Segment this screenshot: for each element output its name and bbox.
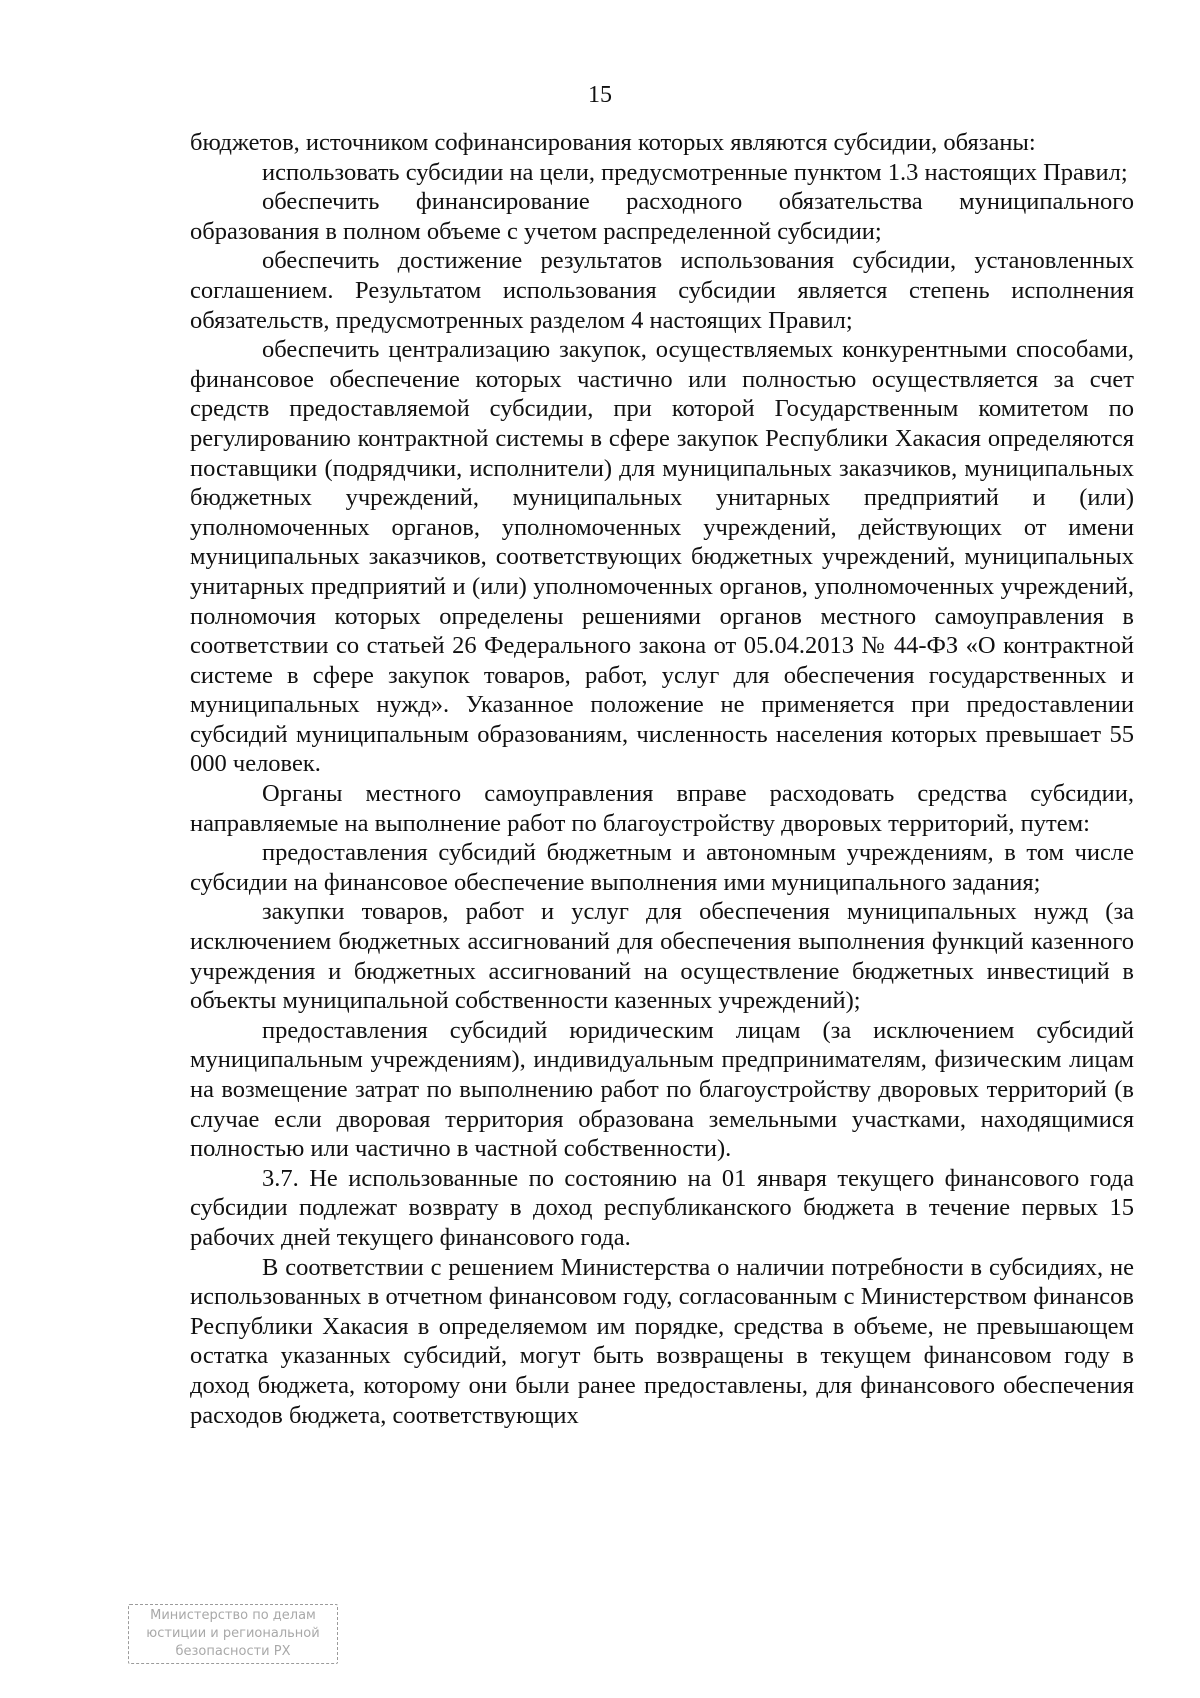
paragraph: предоставления субсидий бюджетным и автономным учреждениям, в том числе субсидии на финансовое обеспечение выполнения ими муниципального задания; — [190, 839, 1134, 896]
registration-stamp — [128, 1604, 338, 1664]
paragraph: обеспечить достижение результатов использования субсидии, установленных соглашением. Результатом использования субсидии является степень исполнения обязательств, предусмотренных разделом 4 настоящих Правил; — [190, 247, 1134, 334]
paragraph: использовать субсидии на цели, предусмотренные пунктом 1.3 настоящих Правил; — [262, 158, 1128, 186]
paragraph: обеспечить централизацию закупок, осуществляемых конкурентными способами, финансовое обеспечение которых частично или полностью осуществляется за счет средств предоставляемой субсидии, при которой Государственным комитетом по регулированию контрактной системы в сфере закупок Республики Хакасия определяются поставщики (подрядчики, исполнители) для муниципальных заказчиков, муниципальных бюджетных учреждений, муниципальных унитарных предприятий и (или) уполномоченных органов, уполномоченных учреждений, действующих от имени муниципальных заказчиков, соответствующих бюджетных учреждений, муниципальных унитарных предприятий и (или) уполномоченных органов, уполномоченных учреждений, полномочия которых определены решениями органов местного самоуправления в соответствии со статьей 26 Федерального закона от 05.04.2013 № 44-ФЗ «О контрактной системе в сфере закупок товаров, работ, услуг для обеспечения государственных и муниципальных нужд». Указанное положение не применяется при предоставлении субсидий муниципальным образованиям, численность населения которых превышает 55 000 человек. — [190, 336, 1134, 778]
page-number: 15 — [588, 82, 612, 108]
paragraph: обеспечить финансирование расходного обязательства муниципального образования в полном объеме с учетом распределенной субсидии; — [190, 188, 1134, 245]
paragraph: В соответствии с решением Министерства о наличии потребности в субсидиях, не использованных в отчетном финансовом году, согласованным с Министерством финансов Республики Хакасия в определяемом им порядке, средства в объеме, не превышающем остатка указанных субсидий, могут быть возвращены в текущем финансовом году в доход бюджета, которому они были ранее предоставлены, для финансового обеспечения расходов бюджета, соответствующих — [190, 1253, 1134, 1429]
stamp-line: безопасности РХ — [175, 1644, 291, 1659]
stamp-line: юстиции и региональной — [146, 1626, 320, 1641]
paragraph: бюджетов, источником софинансирования которых являются субсидии, обязаны: — [190, 129, 1036, 156]
document-body — [190, 128, 1134, 1430]
paragraph: 3.7. Не использованные по состоянию на 01 января текущего финансового года субсидии подлежат возврату в доход республиканского бюджета в течение первых 15 рабочих дней текущего финансового года. — [190, 1164, 1134, 1251]
paragraph: Органы местного самоуправления вправе расходовать средства субсидии, направляемые на выполнение работ по благоустройству дворовых территорий, путем: — [190, 780, 1134, 837]
paragraph: закупки товаров, работ и услуг для обеспечения муниципальных нужд (за исключением бюджетных ассигнований для обеспечения выполнения функций казенного учреждения и бюджетных ассигнований на осуществление бюджетных инвестиций в объекты муниципальной собственности казенных учреждений); — [190, 898, 1134, 1015]
paragraph: предоставления субсидий юридическим лицам (за исключением субсидий муниципальным учреждениям), индивидуальным предпринимателям, физическим лицам на возмещение затрат по выполнению работ по благоустройству дворовых территорий (в случае если дворовая территория образована земельными участками, находящимися полностью или частично в частной собственности). — [190, 1016, 1134, 1163]
stamp-line: Министерство по делам — [150, 1608, 316, 1623]
